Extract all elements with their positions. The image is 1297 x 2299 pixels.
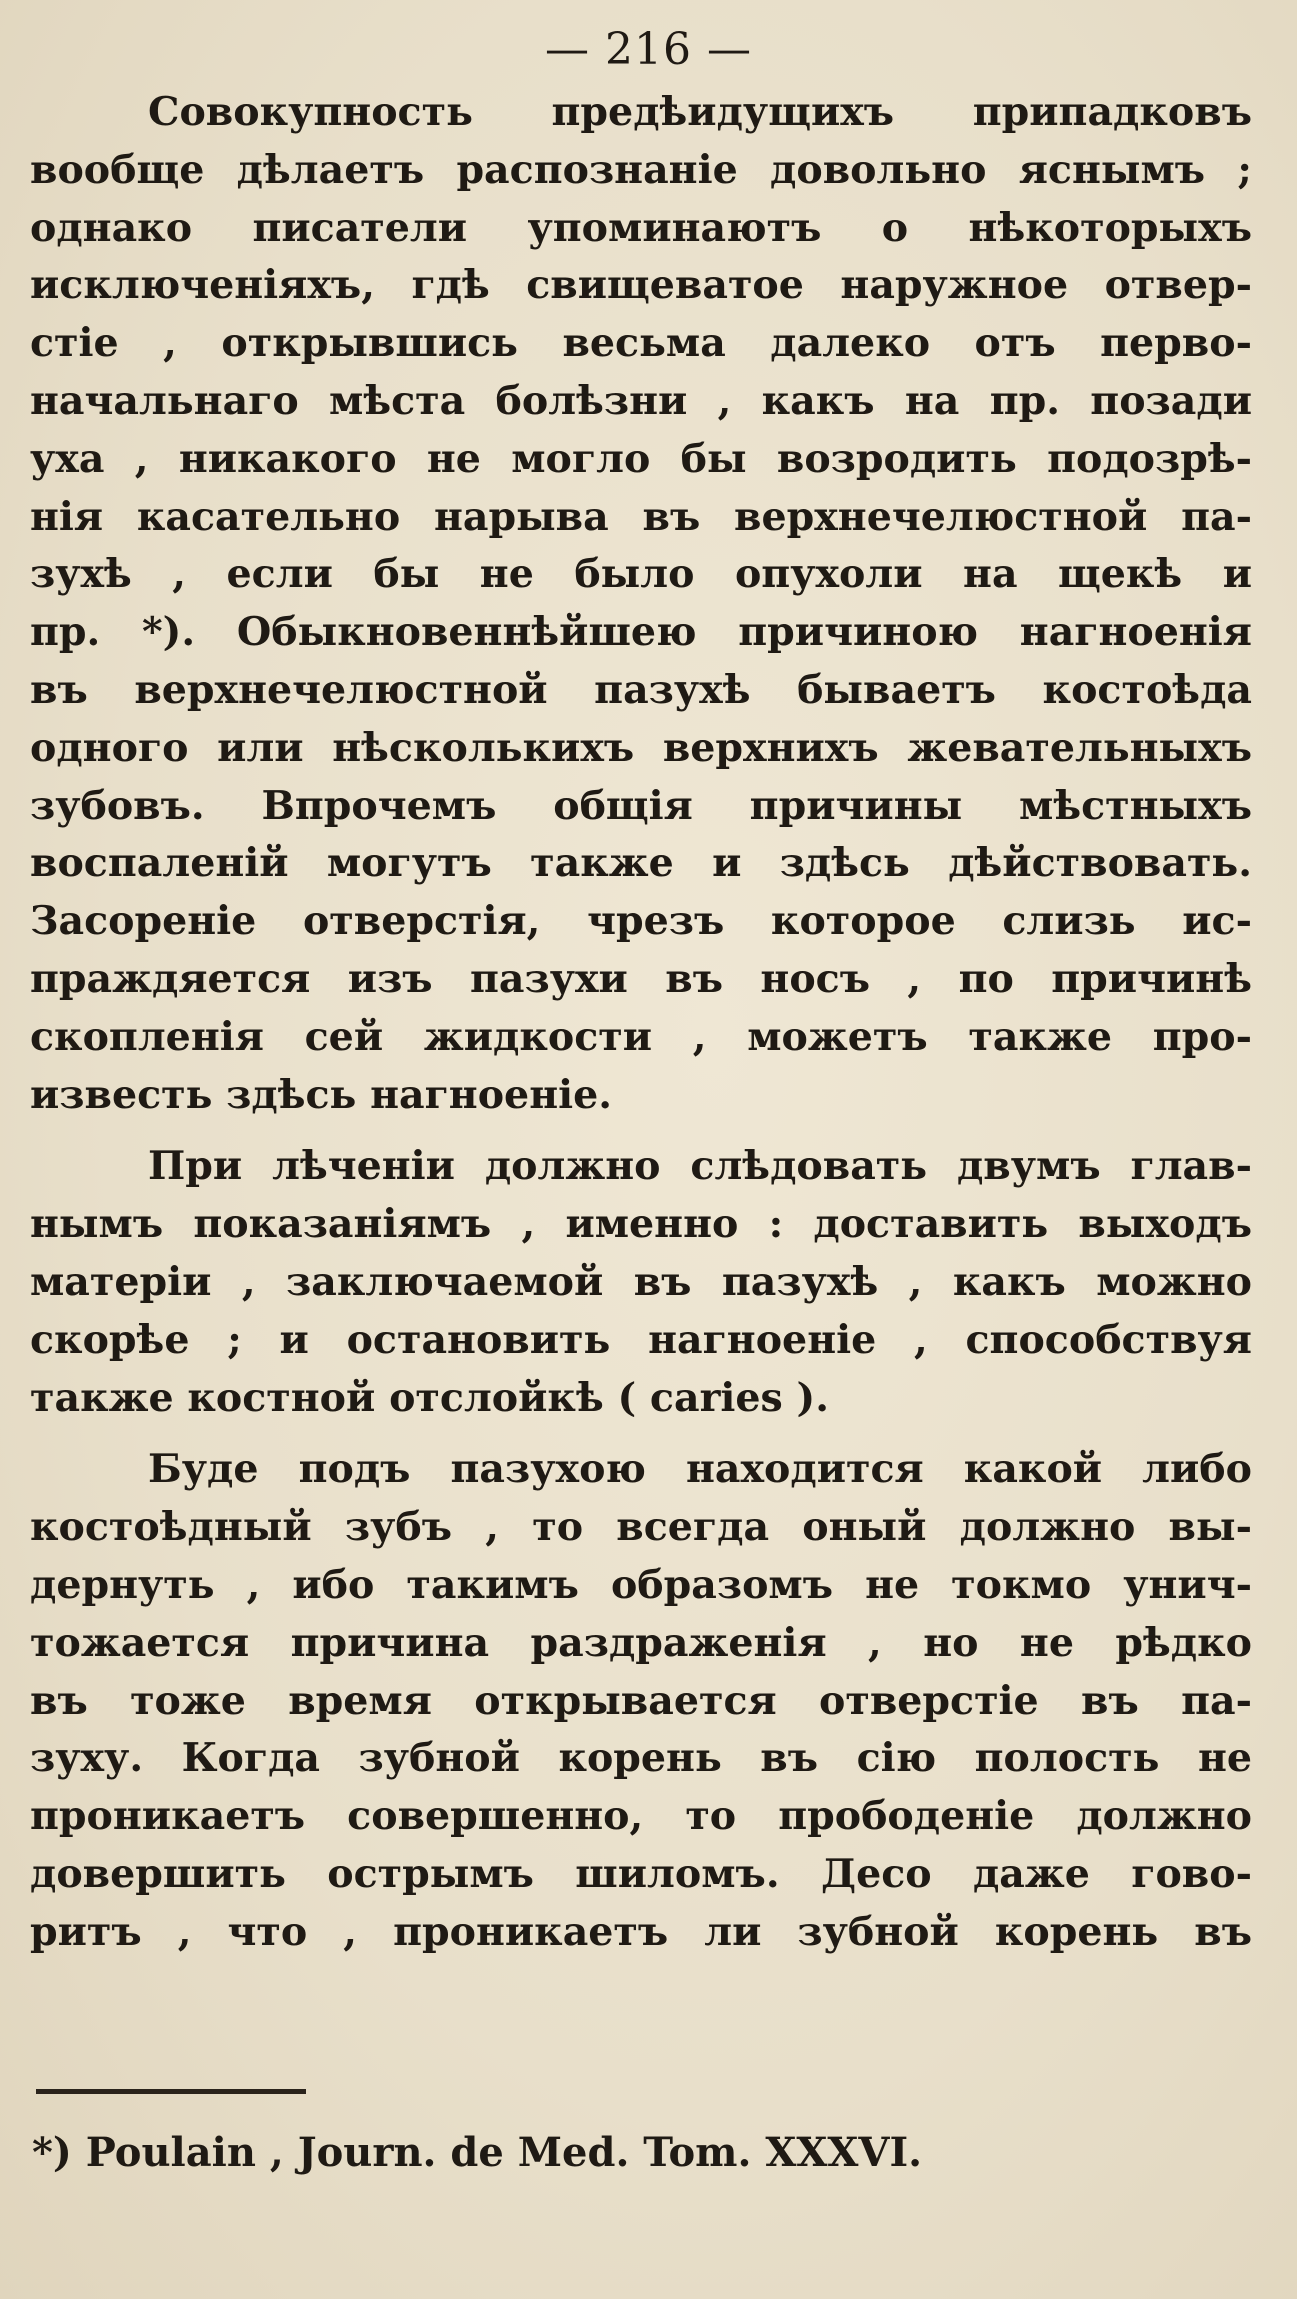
footnote: *) Poulain , Journ. de Med. Tom. XXXVI.	[32, 2129, 923, 2176]
text-line: тожается причина раздраженія , но не рѣдко	[30, 1619, 1252, 1666]
paragraph-2	[30, 1138, 1252, 1427]
text-line: проникаетъ совершенно, то прободеніе должно	[30, 1793, 1252, 1840]
text-line: уха , никакого не могло бы возродить подозрѣ-	[30, 435, 1252, 482]
text-line: Совокупность предѣидущихъ припадковъ	[148, 89, 1252, 135]
text-line: скорѣе ; и остановить нагноеніе , способствуя	[30, 1316, 1252, 1363]
page-number: — 216 —	[545, 24, 752, 75]
text-line: костоѣдный зубъ , то всегда оный должно вы-	[30, 1504, 1252, 1551]
body-text	[30, 84, 1252, 1962]
paragraph-1	[30, 84, 1252, 1124]
text-line: воспаленій могутъ также и здѣсь дѣйствовать.	[30, 840, 1252, 887]
text-line: зуху. Когда зубной корень въ сію полость не	[30, 1735, 1252, 1782]
text-line: При лѣченіи должно слѣдовать двумъ глав-	[148, 1143, 1252, 1190]
text-line: зухѣ , если бы не было опухоли на щекѣ и	[30, 551, 1252, 598]
text-line: зубовъ. Впрочемъ общія причины мѣстныхъ	[30, 782, 1252, 829]
text-line: Засореніе отверстія, чрезъ которое слизь ис-	[30, 898, 1252, 945]
text-line: известь здѣсь нагноеніе.	[30, 1071, 612, 1118]
text-line: также костной отслойкѣ ( caries ).	[30, 1374, 829, 1421]
text-line: нія касательно нарыва въ верхнечелюстной па-	[30, 493, 1252, 540]
paragraph-gap	[30, 1124, 1252, 1138]
text-line: начальнаго мѣста болѣзни , какъ на пр. позади	[30, 377, 1252, 424]
text-line: праждяется изъ пазухи въ носъ , по причинѣ	[30, 955, 1252, 1002]
text-line: въ тоже время открывается отверстіе въ па-	[30, 1677, 1252, 1724]
text-line: Буде подъ пазухою находится какой либо	[148, 1446, 1252, 1493]
footnote-rule	[36, 2089, 306, 2094]
text-line: въ верхнечелюстной пазухѣ бываетъ костоѣда	[30, 666, 1252, 713]
paragraph-gap	[30, 1427, 1252, 1441]
text-line: матеріи , заключаемой въ пазухѣ , какъ можно	[30, 1258, 1252, 1305]
text-line: стіе , открывшись весьма далеко отъ перво-	[30, 320, 1252, 367]
paragraph-3	[30, 1441, 1252, 1961]
text-line: пр. *). Обыкновеннѣйшею причиною нагноенія	[30, 609, 1252, 656]
text-line: вообще дѣлаетъ распознаніе довольно яснымъ ;	[30, 146, 1252, 193]
text-line: скопленія сей жидкости , можетъ также про-	[30, 1013, 1252, 1060]
text-line: ритъ , что , проникаетъ ли зубной корень въ	[30, 1908, 1252, 1955]
text-line: исключеніяхъ, гдѣ свищеватое наружное отвер-	[30, 262, 1252, 309]
text-line: однако писатели упоминаютъ о нѣкоторыхъ	[30, 204, 1252, 251]
text-line: довершить острымъ шиломъ. Десо даже гово-	[30, 1850, 1252, 1897]
text-line: одного или нѣсколькихъ верхнихъ жевательныхъ	[30, 724, 1252, 771]
text-line: дернуть , ибо такимъ образомъ не токмо унич-	[30, 1561, 1252, 1608]
text-line: нымъ показаніямъ , именно : доставить выходъ	[30, 1201, 1252, 1248]
